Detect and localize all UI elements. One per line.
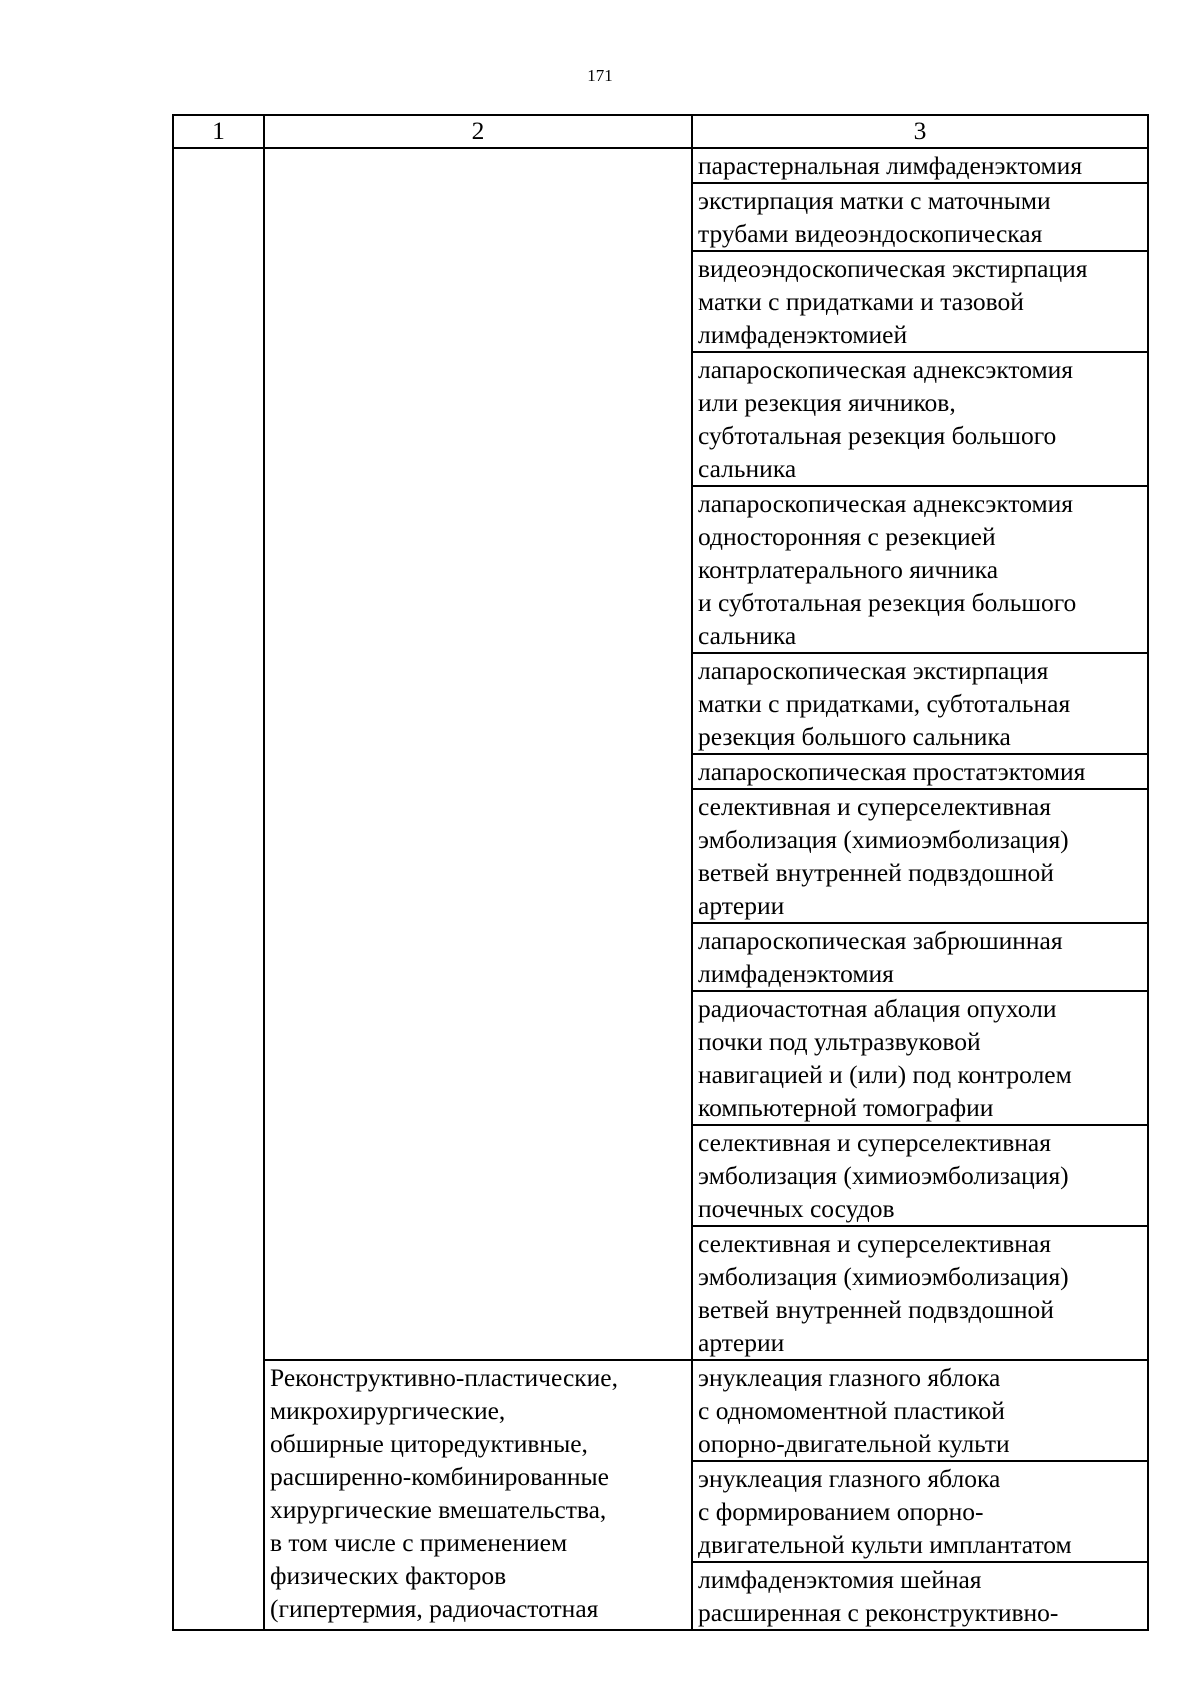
procedure-cell: экстирпация матки с маточными трубами видеоэндоскопическая bbox=[692, 183, 1148, 251]
intervention-type-cell: Реконструктивно-пластические, микрохирургические, обширные циторедуктивные, расширенно-комбинированные хирургические вмешательства, в том числе с применением физических факторов (гипертермия, радиочастотная bbox=[264, 1360, 692, 1630]
header-col-3: 3 bbox=[692, 115, 1148, 148]
procedure-cell: видеоэндоскопическая экстирпация матки с придатками и тазовой лимфаденэктомией bbox=[692, 251, 1148, 352]
procedure-cell: селективная и суперселективная эмболизация (химиоэмболизация) ветвей внутренней подвздошной артерии bbox=[692, 1226, 1148, 1360]
procedure-cell: лапароскопическая забрюшинная лимфаденэктомия bbox=[692, 923, 1148, 991]
procedure-cell: энуклеация глазного яблока с формированием опорно- двигательной культи имплантатом bbox=[692, 1461, 1148, 1562]
procedure-cell: парастернальная лимфаденэктомия bbox=[692, 148, 1148, 183]
procedure-cell: селективная и суперселективная эмболизация (химиоэмболизация) почечных сосудов bbox=[692, 1125, 1148, 1226]
procedures-table bbox=[172, 114, 1149, 1631]
procedure-cell: лапароскопическая аднексэктомия односторонняя с резекцией контрлатерального яичника и субтотальная резекция большого сальника bbox=[692, 486, 1148, 653]
procedure-cell: лапароскопическая аднексэктомия или резекция яичников, субтотальная резекция большого сальника bbox=[692, 352, 1148, 486]
header-col-1: 1 bbox=[173, 115, 264, 148]
procedure-cell: лапароскопическая простатэктомия bbox=[692, 754, 1148, 789]
table-row bbox=[173, 1360, 1148, 1461]
procedure-cell: селективная и суперселективная эмболизация (химиоэмболизация) ветвей внутренней подвздошной артерии bbox=[692, 789, 1148, 923]
header-col-2: 2 bbox=[264, 115, 692, 148]
col2-cell-empty bbox=[264, 148, 692, 1360]
table-row bbox=[173, 148, 1148, 183]
procedure-cell: радиочастотная аблация опухоли почки под ультразвуковой навигацией и (или) под контролем компьютерной томографии bbox=[692, 991, 1148, 1125]
table-header-row bbox=[173, 115, 1148, 148]
procedure-cell: лимфаденэктомия шейная расширенная с реконструктивно- bbox=[692, 1562, 1148, 1630]
procedure-cell: энуклеация глазного яблока с одномоментной пластикой опорно-двигательной культи bbox=[692, 1360, 1148, 1461]
page-number: 171 bbox=[587, 66, 613, 85]
col1-cell bbox=[173, 148, 264, 1630]
procedure-cell: лапароскопическая экстирпация матки с придатками, субтотальная резекция большого сальника bbox=[692, 653, 1148, 754]
